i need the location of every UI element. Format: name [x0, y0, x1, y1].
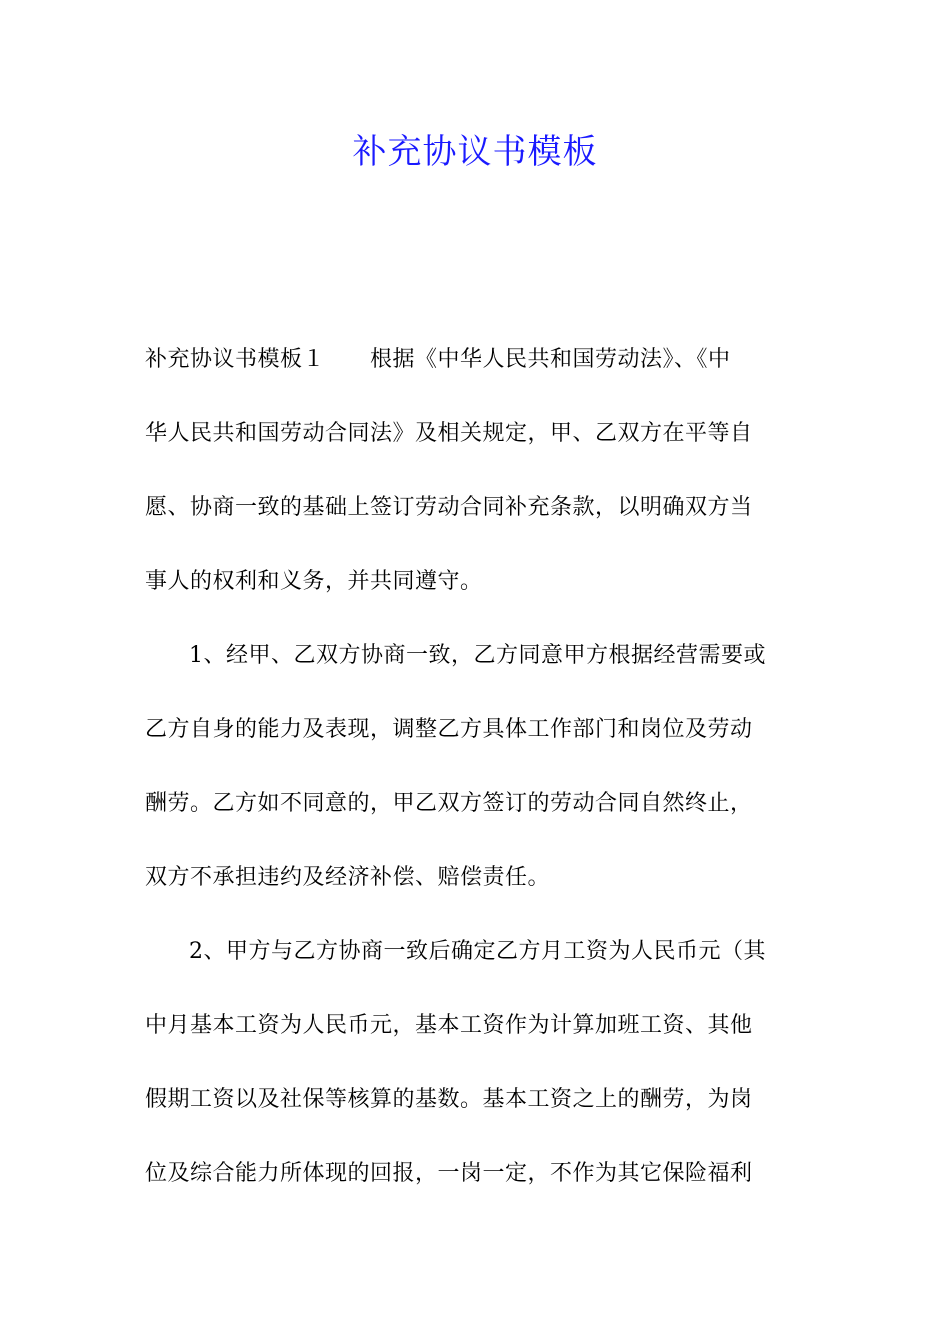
body-line: 华人民共和国劳动合同法》及相关规定，甲、乙双方在平等自	[145, 421, 753, 446]
body-line: 双方不承担违约及经济补偿、赔偿责任。	[145, 865, 551, 890]
body-line: 乙方自身的能力及表现，调整乙方具体工作部门和岗位及劳动	[145, 717, 753, 742]
body-line: 事人的权利和义务，并共同遵守。	[145, 569, 483, 594]
body-line-clause-2: 2、甲方与乙方协商一致后确定乙方月工资为人民币元（其	[189, 939, 766, 964]
document-body	[145, 340, 805, 1228]
body-line: 酬劳。乙方如不同意的，甲乙双方签订的劳动合同自然终止，	[145, 791, 753, 816]
body-line: 中月基本工资为人民币元，基本工资作为计算加班工资、其他	[145, 1013, 753, 1038]
document-title: 补充协议书模板	[352, 132, 598, 172]
body-line: 愿、协商一致的基础上签订劳动合同补充条款，以明确双方当	[145, 495, 753, 520]
body-line: 假期工资以及社保等核算的基数。基本工资之上的酬劳，为岗	[145, 1087, 753, 1112]
body-line: 补充协议书模板１ 根据《中华人民共和国劳动法》、《中	[145, 347, 731, 372]
body-line-clause-1: 1、经甲、乙双方协商一致，乙方同意甲方根据经营需要或	[189, 643, 766, 668]
body-line: 位及综合能力所体现的回报，一岗一定，不作为其它保险福利	[145, 1161, 753, 1186]
